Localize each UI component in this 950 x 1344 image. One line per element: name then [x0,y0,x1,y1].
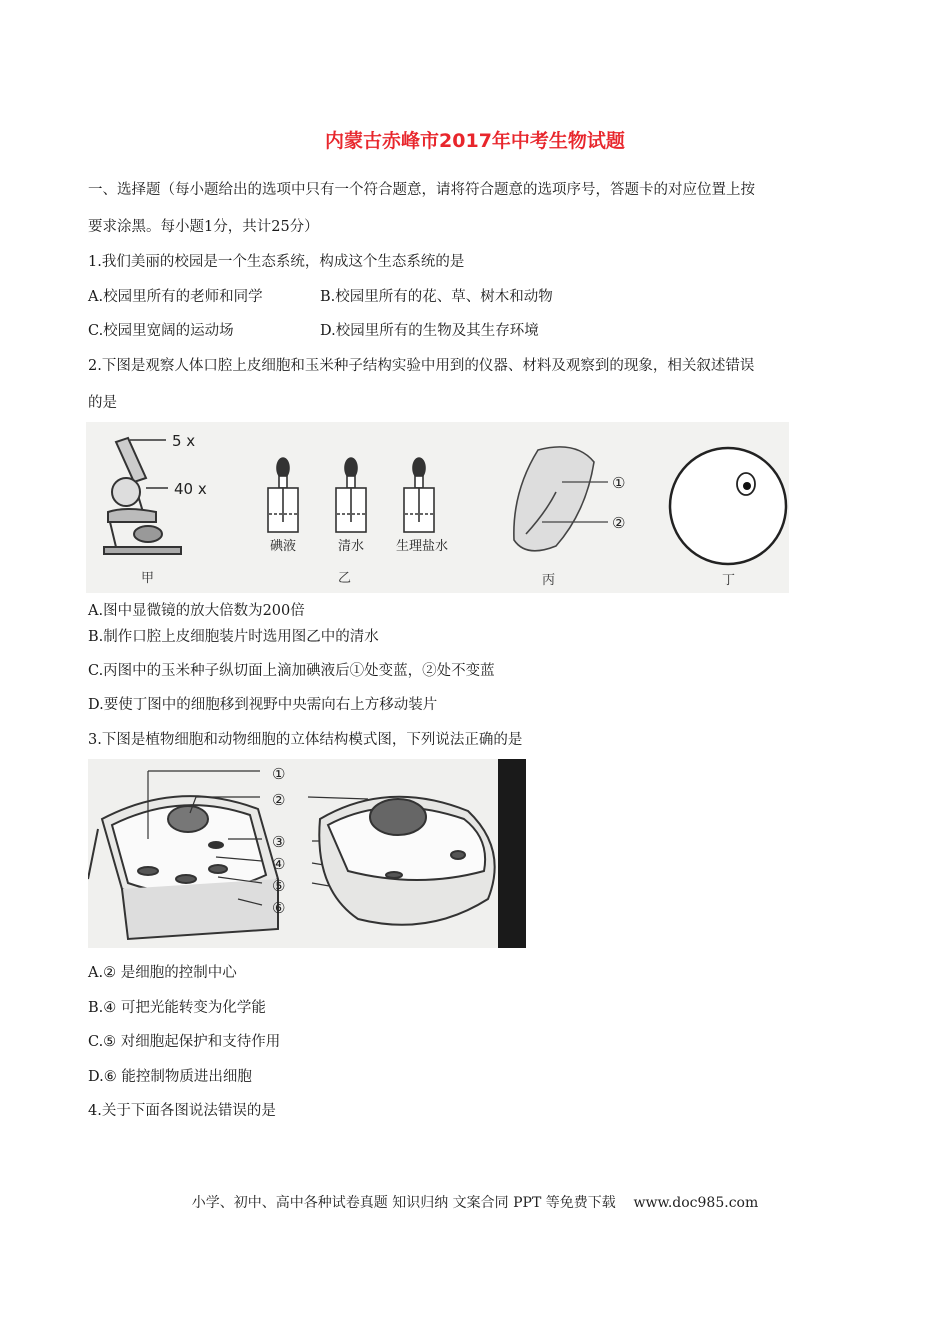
bottle-label-water: 清水 [338,539,365,554]
q3-option-c: C.⑤ 对细胞起保护和支待作用 [88,1034,281,1050]
q2-figure [86,422,789,593]
q2-stem-line2: 的是 [88,395,117,411]
q2-option-c: C.丙图中的玉米种子纵切面上滴加碘液后①处变蓝，②处不变蓝 [88,663,495,679]
page-title: 内蒙古赤峰市2017年中考生物试题 [325,130,625,152]
q1-option-a: A.校园里所有的老师和同学 [88,289,263,305]
scan-dark-edge [498,759,526,948]
microscope-drawing [104,438,181,554]
section-heading-line2: 要求涂黑。每小题1分，共计25分） [88,219,319,235]
cell-mark-6: ⑥ [272,899,286,917]
plant-cell-drawing [88,796,278,939]
q2-option-a: A.图中显微镜的放大倍数为200倍 [88,603,305,619]
figure-label-ding: 丁 [722,573,736,588]
animal-cell-drawing [319,797,494,925]
cell-mark-2: ② [272,791,286,809]
figure-label-yi: 乙 [338,571,352,586]
q1-stem: 1.我们美丽的校园是一个生态系统，构成这个生态系统的是 [88,254,465,270]
cell-mark-5: ⑤ [272,877,286,895]
figure-label-bing: 丙 [542,573,556,588]
q2-option-b: B.制作口腔上皮细胞装片时选用图乙中的清水 [88,629,379,645]
footer-url[interactable]: www.doc985.com [633,1195,759,1211]
section-heading-line1: 一、选择题（每小题给出的选项中只有一个符合题意，请将符合题意的选项序号，答题卡的对应位置上按 [88,182,755,198]
eyepiece-label: 5 x [172,432,196,450]
bottle-label-iodine: 碘液 [270,539,297,554]
q1-option-c: C.校园里宽阔的运动场 [88,323,234,339]
seed-mark-1: ① [612,474,626,492]
q1-option-d: D.校园里所有的生物及其生存环境 [320,323,539,339]
q3-figure [88,759,526,948]
q3-option-d: D.⑥ 能控制物质进出细胞 [88,1069,252,1085]
figure-label-jia: 甲 [141,571,155,586]
footer-text: 小学、初中、高中各种试卷真题 知识归纳 文案合同 PPT 等免费下载 [191,1195,616,1211]
q3-option-b: B.④ 可把光能转变为化学能 [88,1000,266,1016]
cell-mark-3: ③ [272,833,286,851]
cell-mark-4: ④ [272,855,286,873]
q3-stem: 3.下图是植物细胞和动物细胞的立体结构模式图，下列说法正确的是 [88,732,523,748]
microscope-view-drawing [670,448,786,564]
page-footer [0,1192,950,1212]
q2-option-d: D.要使丁图中的细胞移到视野中央需向右上方移动装片 [88,697,438,713]
q4-stem: 4.关于下面各图说法错误的是 [88,1103,276,1119]
dropper-bottles [268,458,434,532]
q3-option-a: A.② 是细胞的控制中心 [88,965,237,981]
objective-label: 40 x [174,480,207,498]
bottle-label-saline: 生理盐水 [396,539,449,554]
q2-stem-line1: 2.下图是观察人体口腔上皮细胞和玉米种子结构实验中用到的仪器、材料及观察到的现象，相关叙述错误 [88,358,755,374]
cell-mark-1: ① [272,765,286,783]
corn-seed-drawing [514,447,608,551]
q1-option-b: B.校园里所有的花、草、树木和动物 [320,289,553,305]
seed-mark-2: ② [612,514,626,532]
